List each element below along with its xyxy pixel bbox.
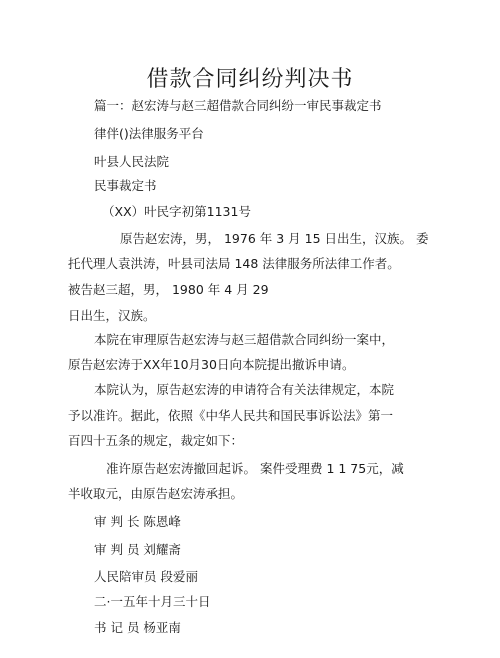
presiding-judge: 审 判 长 陈恩峰 xyxy=(94,514,181,529)
court-name: 叶县人民法院 xyxy=(94,154,170,169)
document-type: 民事裁定书 xyxy=(94,178,157,193)
reasoning-paragraph-cont-2: 百四十五条的规定，裁定如下： xyxy=(68,433,244,448)
proceedings-paragraph: 本院在审理原告赵宏涛与赵三超借款合同纠纷一案中， xyxy=(94,332,395,347)
source-platform: 律伴()法律服务平台 xyxy=(94,126,204,141)
people-assessor: 人民陪审员 段爱丽 xyxy=(94,569,198,584)
defendant-info-cont: 日出生，汉族。 xyxy=(68,308,156,323)
section-heading: 篇一：赵宏涛与赵三超借款合同纠纷一审民事裁定书 xyxy=(94,98,382,113)
reasoning-paragraph-cont-1: 予以准许。据此，依照《中华人民共和国民事诉讼法》第一 xyxy=(68,408,394,423)
judge: 审 判 员 刘耀斋 xyxy=(94,542,181,557)
reasoning-paragraph: 本院认为，原告赵宏涛的申请符合有关法律规定，本院 xyxy=(94,382,395,397)
ruling-paragraph: 准许原告赵宏涛撤回起诉。 案件受理费 1 1 75元，减 xyxy=(106,461,404,476)
plaintiff-info: 原告赵宏涛，男， 1976 年 3 月 15 日出生，汉族。 委 xyxy=(120,231,429,246)
agent-info: 托代理人袁洪涛，叶县司法局 148 法律服务所法律工作者。 xyxy=(68,256,400,271)
ruling-date: 二·一五年十月三十日 xyxy=(94,594,211,609)
defendant-info: 被告赵三超，男， 1980 年 4 月 29 xyxy=(68,282,269,297)
ruling-paragraph-cont: 半收取元，由原告赵宏涛承担。 xyxy=(68,486,244,501)
clerk: 书 记 员 杨亚南 xyxy=(94,620,181,635)
case-number: （XX）叶民字初第1131号 xyxy=(102,204,251,219)
proceedings-paragraph-cont: 原告赵宏涛于XX年10月30日向本院提出撤诉申请。 xyxy=(68,357,355,372)
document-title: 借款合同纠纷判决书 xyxy=(146,67,354,92)
